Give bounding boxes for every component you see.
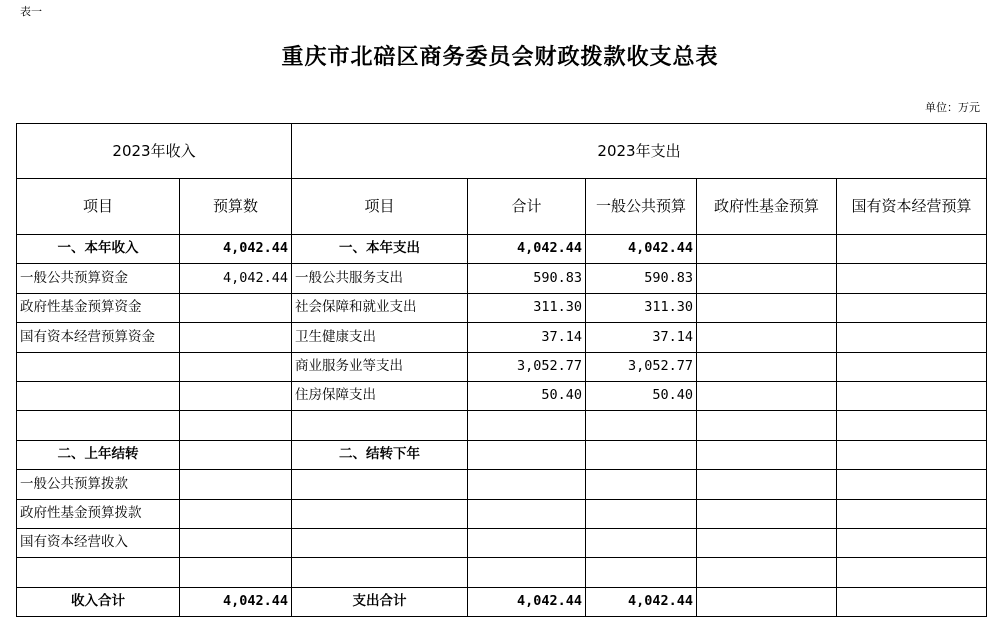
- gov-fund-cell: [697, 470, 837, 499]
- income-item-cell: [17, 558, 180, 587]
- col-state-capital-budget: 国有资本经营预算: [837, 179, 987, 235]
- expense-item-cell: 社会保障和就业支出: [292, 293, 468, 322]
- income-amount-cell: [180, 558, 292, 587]
- total-cell: 590.83: [468, 264, 586, 293]
- gov-fund-cell: [697, 528, 837, 557]
- table-row: [17, 587, 987, 616]
- state-capital-cell: [837, 411, 987, 440]
- table-row: [17, 411, 987, 440]
- income-item-cell: 收入合计: [17, 587, 180, 616]
- expense-item-cell: 一、本年支出: [292, 235, 468, 264]
- col-income-item: 项目: [17, 179, 180, 235]
- general-budget-cell: 37.14: [586, 323, 697, 352]
- expense-item-cell: 支出合计: [292, 587, 468, 616]
- total-cell: [468, 440, 586, 469]
- state-capital-cell: [837, 440, 987, 469]
- total-cell: 3,052.77: [468, 352, 586, 381]
- expense-item-cell: [292, 411, 468, 440]
- income-amount-cell: [180, 381, 292, 410]
- total-cell: [468, 470, 586, 499]
- expense-item-cell: 住房保障支出: [292, 381, 468, 410]
- gov-fund-cell: [697, 587, 837, 616]
- gov-fund-cell: [697, 235, 837, 264]
- expense-item-cell: [292, 470, 468, 499]
- gov-fund-cell: [697, 381, 837, 410]
- page-title: 重庆市北碚区商务委员会财政拨款收支总表: [281, 45, 719, 70]
- gov-fund-cell: [697, 293, 837, 322]
- income-amount-cell: [180, 440, 292, 469]
- income-item-cell: 二、上年结转: [17, 440, 180, 469]
- col-general-budget: 一般公共预算: [586, 179, 697, 235]
- table-body: [17, 235, 987, 617]
- income-item-cell: 国有资本经营收入: [17, 528, 180, 557]
- table-row: [17, 528, 987, 557]
- income-item-cell: 国有资本经营预算资金: [17, 323, 180, 352]
- income-amount-cell: [180, 411, 292, 440]
- expense-item-cell: 卫生健康支出: [292, 323, 468, 352]
- general-budget-cell: 50.40: [586, 381, 697, 410]
- expense-item-cell: 二、结转下年: [292, 440, 468, 469]
- expense-item-cell: [292, 499, 468, 528]
- income-item-cell: 一、本年收入: [17, 235, 180, 264]
- unit-label: 单位：万元: [925, 101, 980, 114]
- general-budget-cell: [586, 499, 697, 528]
- table-row: [17, 558, 987, 587]
- general-budget-cell: [586, 528, 697, 557]
- table-row: [17, 293, 987, 322]
- total-cell: [468, 499, 586, 528]
- table-row: [17, 470, 987, 499]
- income-amount-cell: [180, 293, 292, 322]
- state-capital-cell: [837, 293, 987, 322]
- income-item-cell: [17, 381, 180, 410]
- table-row: [17, 264, 987, 293]
- state-capital-cell: [837, 352, 987, 381]
- state-capital-cell: [837, 323, 987, 352]
- income-item-cell: [17, 352, 180, 381]
- income-item-cell: 一般公共预算拨款: [17, 470, 180, 499]
- gov-fund-cell: [697, 264, 837, 293]
- state-capital-cell: [837, 558, 987, 587]
- table-row: [17, 381, 987, 410]
- income-header: 2023年收入: [17, 124, 292, 179]
- income-item-cell: [17, 411, 180, 440]
- general-budget-cell: 3,052.77: [586, 352, 697, 381]
- expense-item-cell: 一般公共服务支出: [292, 264, 468, 293]
- total-cell: [468, 528, 586, 557]
- income-amount-cell: 4,042.44: [180, 235, 292, 264]
- table-number: 表一: [20, 5, 42, 18]
- general-budget-cell: [586, 470, 697, 499]
- header-row-columns: [17, 179, 987, 235]
- total-cell: 37.14: [468, 323, 586, 352]
- state-capital-cell: [837, 264, 987, 293]
- general-budget-cell: 311.30: [586, 293, 697, 322]
- income-amount-cell: [180, 528, 292, 557]
- table-row: [17, 323, 987, 352]
- col-gov-fund-budget: 政府性基金预算: [697, 179, 837, 235]
- col-total: 合计: [468, 179, 586, 235]
- gov-fund-cell: [697, 323, 837, 352]
- general-budget-cell: [586, 411, 697, 440]
- total-cell: [468, 411, 586, 440]
- income-item-cell: 政府性基金预算拨款: [17, 499, 180, 528]
- expense-item-cell: [292, 528, 468, 557]
- income-amount-cell: 4,042.44: [180, 587, 292, 616]
- gov-fund-cell: [697, 499, 837, 528]
- income-amount-cell: [180, 499, 292, 528]
- state-capital-cell: [837, 470, 987, 499]
- total-cell: 50.40: [468, 381, 586, 410]
- col-budget-amount: 预算数: [180, 179, 292, 235]
- general-budget-cell: [586, 558, 697, 587]
- general-budget-cell: 4,042.44: [586, 587, 697, 616]
- total-cell: 4,042.44: [468, 587, 586, 616]
- budget-summary-table: [16, 123, 987, 617]
- expense-header: 2023年支出: [292, 124, 987, 179]
- gov-fund-cell: [697, 411, 837, 440]
- income-item-cell: 一般公共预算资金: [17, 264, 180, 293]
- expense-item-cell: 商业服务业等支出: [292, 352, 468, 381]
- state-capital-cell: [837, 381, 987, 410]
- state-capital-cell: [837, 235, 987, 264]
- general-budget-cell: 4,042.44: [586, 235, 697, 264]
- expense-item-cell: [292, 558, 468, 587]
- gov-fund-cell: [697, 352, 837, 381]
- table-row: [17, 499, 987, 528]
- total-cell: 4,042.44: [468, 235, 586, 264]
- state-capital-cell: [837, 528, 987, 557]
- table-row: [17, 352, 987, 381]
- income-amount-cell: [180, 352, 292, 381]
- income-amount-cell: [180, 470, 292, 499]
- general-budget-cell: 590.83: [586, 264, 697, 293]
- gov-fund-cell: [697, 440, 837, 469]
- gov-fund-cell: [697, 558, 837, 587]
- general-budget-cell: [586, 440, 697, 469]
- header-row-top: [17, 124, 987, 179]
- table-row: [17, 440, 987, 469]
- total-cell: 311.30: [468, 293, 586, 322]
- total-cell: [468, 558, 586, 587]
- income-amount-cell: 4,042.44: [180, 264, 292, 293]
- state-capital-cell: [837, 587, 987, 616]
- col-expense-item: 项目: [292, 179, 468, 235]
- income-item-cell: 政府性基金预算资金: [17, 293, 180, 322]
- table-row: [17, 235, 987, 264]
- income-amount-cell: [180, 323, 292, 352]
- state-capital-cell: [837, 499, 987, 528]
